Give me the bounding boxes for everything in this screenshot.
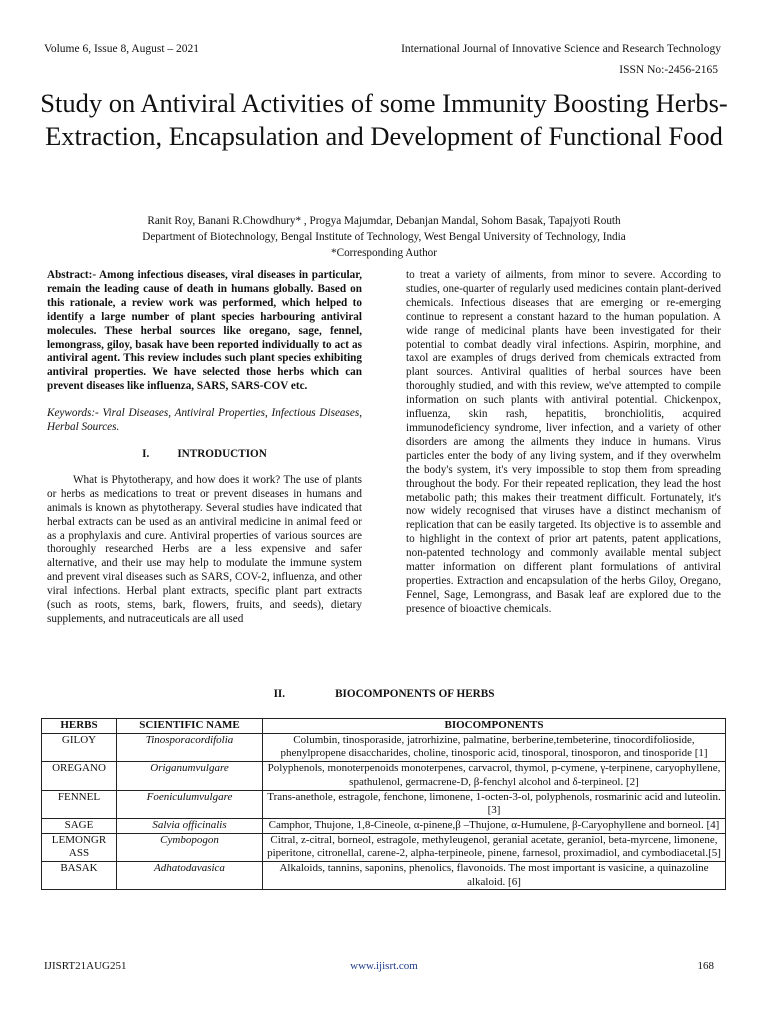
table-row	[42, 762, 726, 790]
author-names: Ranit Roy, Banani R.Chowdhury* , Progya Majumdar, Debanjan Mandal, Sohom Basak, Tapajyoti Routh	[147, 215, 621, 227]
paper-id: IJISRT21AUG251	[44, 960, 127, 972]
paper-title: Study on Antiviral Activities of some Immunity Boosting Herbs- Extraction, Encapsulation and Development of Functional Food	[40, 88, 728, 151]
header-herbs: HERBS	[42, 719, 117, 734]
table-row	[42, 790, 726, 818]
table-header-row	[42, 719, 726, 734]
herb-cell: LEMONGR ASS	[42, 833, 117, 861]
section-title: BIOCOMPONENTS OF HERBS	[335, 688, 495, 700]
biocomponents-cell: Columbin, tinosporaside, jatrorhizine, palmatine, berberine,tembeterine, tinocordifolioside, phenylpropene disaccharides, choline, tinosporic acid, tinosporal, tinosporon, and tinosporide [1]	[263, 733, 726, 761]
biocomponents-cell: Trans-anethole, estragole, fenchone, limonene, 1-octen-3-ol, polyphenols, rosmarinic acid and luteolin. [3]	[263, 790, 726, 818]
keywords: Keywords:- Viral Diseases, Antiviral Properties, Infectious Diseases, Herbal Sources.	[47, 407, 362, 434]
biocomponents-cell: Citral, z-citral, borneol, estragole, methyleugenol, geranial acetate, geraniol, beta-myrcene, limonene, piperitone, citronellal, carene-2, alpha-terpineole, pinene, farnesol, proximadiol, and cymbodiacetal.[5]	[263, 833, 726, 861]
herb-cell: BASAK	[42, 862, 117, 890]
scientific-name-cell: Tinosporacordifolia	[117, 733, 263, 761]
table-row	[42, 833, 726, 861]
journal-website-link[interactable]: www.ijisrt.com	[350, 960, 418, 972]
scientific-name-cell: Adhatodavasica	[117, 862, 263, 890]
table-row	[42, 733, 726, 761]
herb-cell: FENNEL	[42, 790, 117, 818]
scientific-name-cell: Origanumvulgare	[117, 762, 263, 790]
table-row	[42, 818, 726, 833]
scientific-name-cell: Cymbopogon	[117, 833, 263, 861]
issn: ISSN No:-2456-2165	[619, 64, 718, 76]
volume-issue: Volume 6, Issue 8, August – 2021	[44, 43, 200, 55]
right-column	[406, 269, 721, 617]
left-column	[47, 269, 362, 627]
scientific-name-cell: Salvia officinalis	[117, 818, 263, 833]
section-number: II.	[273, 688, 286, 700]
header-biocomponents: BIOCOMPONENTS	[263, 719, 726, 734]
herb-cell: OREGANO	[42, 762, 117, 790]
biocomponents-cell: Alkaloids, tannins, saponins, phenolics, flavonoids. The most important is vasicine, a quinazoline alkaloid. [6]	[263, 862, 726, 890]
scientific-name-cell: Foeniculumvulgare	[117, 790, 263, 818]
herb-cell: SAGE	[42, 818, 117, 833]
table-row	[42, 862, 726, 890]
intro-paragraph: What is Phytotherapy, and how does it work? The use of plants or herbs as medications to treat or prevent diseases in humans and animals is known as phytotherapy. Several studies have indicated that herbal extracts can be used as an antiviral medicine in animal feed or as a prophylaxis and cure. Antiviral properties of various sources are thoroughly researched Herbs are a less expensive and safer alternative, and their use may help to modulate the immune system and prevent viral diseases such as SARS, COV-2, influenza, and other viral infections. Herbal plant extracts, specific plant part extracts (such as roots, stems, bark, flowers, fruits, and seeds), dietary supplements, and nutraceuticals are all used	[47, 473, 362, 625]
author-block	[40, 213, 728, 261]
herb-cell: GILOY	[42, 733, 117, 761]
corresponding-note: *Corresponding Author	[331, 247, 437, 259]
section-title: INTRODUCTION	[177, 447, 267, 460]
page-number: 168	[697, 960, 714, 972]
journal-name: International Journal of Innovative Science and Research Technology	[401, 43, 721, 55]
section-number: I.	[142, 447, 150, 460]
biocomponents-cell: Polyphenols, monoterpenoids monoterpenes, carvacrol, thymol, p-cymene, γ-terpinene, caryophyllene, spathulenol, germacrene-D, β-fenchyl alcohol and δ-terpineol. [2]	[263, 762, 726, 790]
biocomponents-cell: Camphor, Thujone, 1,8-Cineole, α-pinene,β –Thujone, α-Humulene, β-Caryophyllene and borneol. [4]	[263, 818, 726, 833]
section-heading-biocomponents	[0, 688, 768, 700]
abstract: Abstract:- Among infectious diseases, viral diseases in particular, remain the leading cause of death in humans globally. Based on this rationale, a review work was performed, which helped to identify a large number of plant species harbouring antiviral molecules. These herbal sources like oregano, sage, fennel, lemongrass, giloy, basak have been reported individually to act as antiviral agent. This review includes such plant species exhibiting antiviral properties. We have selected those herbs which can prevent diseases like influenza, SARS, SARS-COV etc.	[47, 269, 362, 393]
header-scientific-name: SCIENTIFIC NAME	[117, 719, 263, 734]
biocomponents-table	[41, 718, 726, 890]
affiliation: Department of Biotechnology, Bengal Institute of Technology, West Bengal University of Technology, India	[142, 231, 626, 243]
intro-paragraph-continued: to treat a variety of ailments, from minor to severe. According to studies, one-quarter of regularly used medicines contain plant-derived chemicals. Infectious diseases that are emerging or re-emerging continue to represent a constant hazard to the human population. A wide range of medicinal plants have been investigated for their potential to combat deadly viral infections. Aspirin, morphine, and taxol are examples of drugs derived from chemicals extracted from plant sources. Antiviral qualities of herbal sources have been thoroughly studied, and with this review, we've attempted to compile information on such plants with antiviral potential. Chickenpox, influenza, skin rash, hepatitis, bronchiolitis, acquired immunodeficiency syndrome, liver infection, and a variety of other disorders are among the ailments they induce in humans. Virus particles enter the body of any living system, and if they overwhelm the body's system, it's very impossible to stop them from spreading throughout the body. For their repeated replication, they lead the host metabolic path; this makes their treatment difficult. Fortunately, it's now widely recognised that viruses have a distinct mechanism of replication that can be easily targeted. Its objective is to assemble and to highlight in the context of prior art patents, patent applications, non-patented technology and commonly available mental subject matter information on different plant formulations of antiviral properties. Extraction and encapsulation of the herbs Giloy, Oregano, Fennel, Sage, Lemongrass, and Basak leaf are explored due to the presence of bioactive chemicals.	[406, 269, 721, 615]
section-heading-introduction	[47, 448, 362, 462]
